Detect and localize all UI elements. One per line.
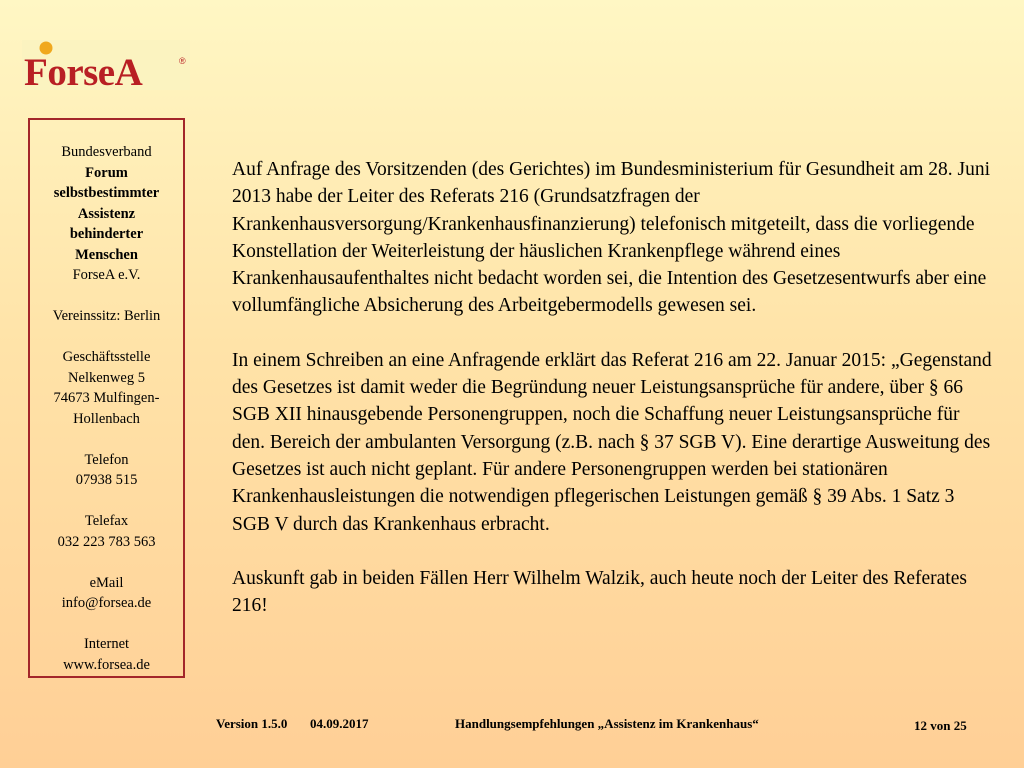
- sidebar-spacer: [30, 286, 183, 307]
- paragraph-1: Auf Anfrage des Vorsitzenden (des Gerichtes) im Bundesministerium für Gesundheit am 28. Juni 2013 habe der Leiter des Referats 216 (Grundsatzfragen der Krankenhausversorgung/Krankenhausfinanzierung) telefonisch mitgeteilt, dass die vorliegende Konstellation der Weiterleistung der häuslichen Krankenpflege während eines Krankenhausaufenthaltes nicht bedacht worden sei, die Intention des Gesetzesentwurfs aber eine vollumfängliche Absicherung des Arbeitgebermodells gewesen sei.: [232, 159, 991, 317]
- paragraph-3: Auskunft gab in beiden Fällen Herr Wilhelm Walzik, auch heute noch der Leiter des Referates 216!: [232, 567, 967, 617]
- sidebar-spacer: [30, 429, 183, 450]
- sidebar-spacer: [30, 327, 183, 348]
- sidebar-web-label: Internet: [83, 636, 130, 652]
- sidebar-email-value: info@forsea.de: [61, 595, 152, 611]
- footer-page-number: 12 von 25: [914, 718, 967, 733]
- logo-registered-mark: ®: [179, 56, 186, 66]
- sidebar-org-bold-1: Forum: [85, 164, 128, 181]
- sidebar-org-bold-4: behinderter: [69, 226, 144, 242]
- footer-date: 04.09.2017: [310, 716, 369, 731]
- sidebar-spacer: [30, 552, 183, 573]
- sidebar-org-name: ForseA e.V.: [72, 267, 141, 283]
- main-text: [232, 156, 992, 619]
- sidebar-office-city-1: 74673 Mulfingen-: [53, 390, 160, 406]
- contact-sidebar: [28, 118, 185, 678]
- sidebar-org-line1: Bundesverband: [61, 144, 152, 160]
- footer-document-title: Handlungsempfehlungen „Assistenz im Krankenhaus“: [455, 716, 759, 731]
- forsea-logo-graphic: [22, 38, 190, 92]
- sidebar-office-street: Nelkenweg 5: [68, 369, 145, 386]
- sidebar-phone-label: Telefon: [84, 451, 129, 468]
- paragraph-2: In einem Schreiben an eine Anfragende erklärt das Referat 216 am 22. Januar 2015: „Gegenstand des Gesetzes ist damit weder die Begründung neuer Leistungsansprüche für andere, über § 66 SGB XII hinausgebende Personengruppen, noch die Schaffung neuer Leistungsansprüche für den. Bereich der ambulanten Versorgung (z.B. nach § 37 SGB V). Eine derartige Ausweitung des Gesetzes ist auch nicht geplant. Für andere Personengruppen werden bei stationären Krankenhausleistungen die notwendigen pflegerischen Leistungen gemäß § 39 Abs. 1 Satz 3 SGB V durch das Krankenhaus erbracht.: [232, 349, 992, 535]
- sidebar-org-bold-2: selbstbestimmter: [53, 185, 160, 201]
- sidebar-org-bold-3: Assistenz: [77, 205, 136, 222]
- sidebar-office-label: Geschäftsstelle: [62, 349, 151, 365]
- logo-wordmark: ForseA: [24, 51, 143, 92]
- sidebar-email-label: eMail: [89, 574, 124, 591]
- forsea-logo: [22, 38, 190, 92]
- sidebar-phone-value: 07938 515: [75, 472, 138, 488]
- sidebar-spacer: [30, 614, 183, 635]
- sidebar-web-value: www.forsea.de: [63, 656, 150, 673]
- sidebar-seat: Vereinssitz: Berlin: [52, 308, 161, 324]
- sidebar-org-bold-5: Menschen: [75, 246, 138, 263]
- footer: [0, 714, 1024, 734]
- sidebar-spacer: [30, 491, 183, 512]
- sidebar-fax-value: 032 223 783 563: [57, 533, 156, 550]
- footer-version: Version 1.5.0: [216, 716, 288, 731]
- sidebar-office-city-2: Hollenbach: [73, 410, 140, 427]
- sidebar-fax-label: Telefax: [84, 513, 129, 529]
